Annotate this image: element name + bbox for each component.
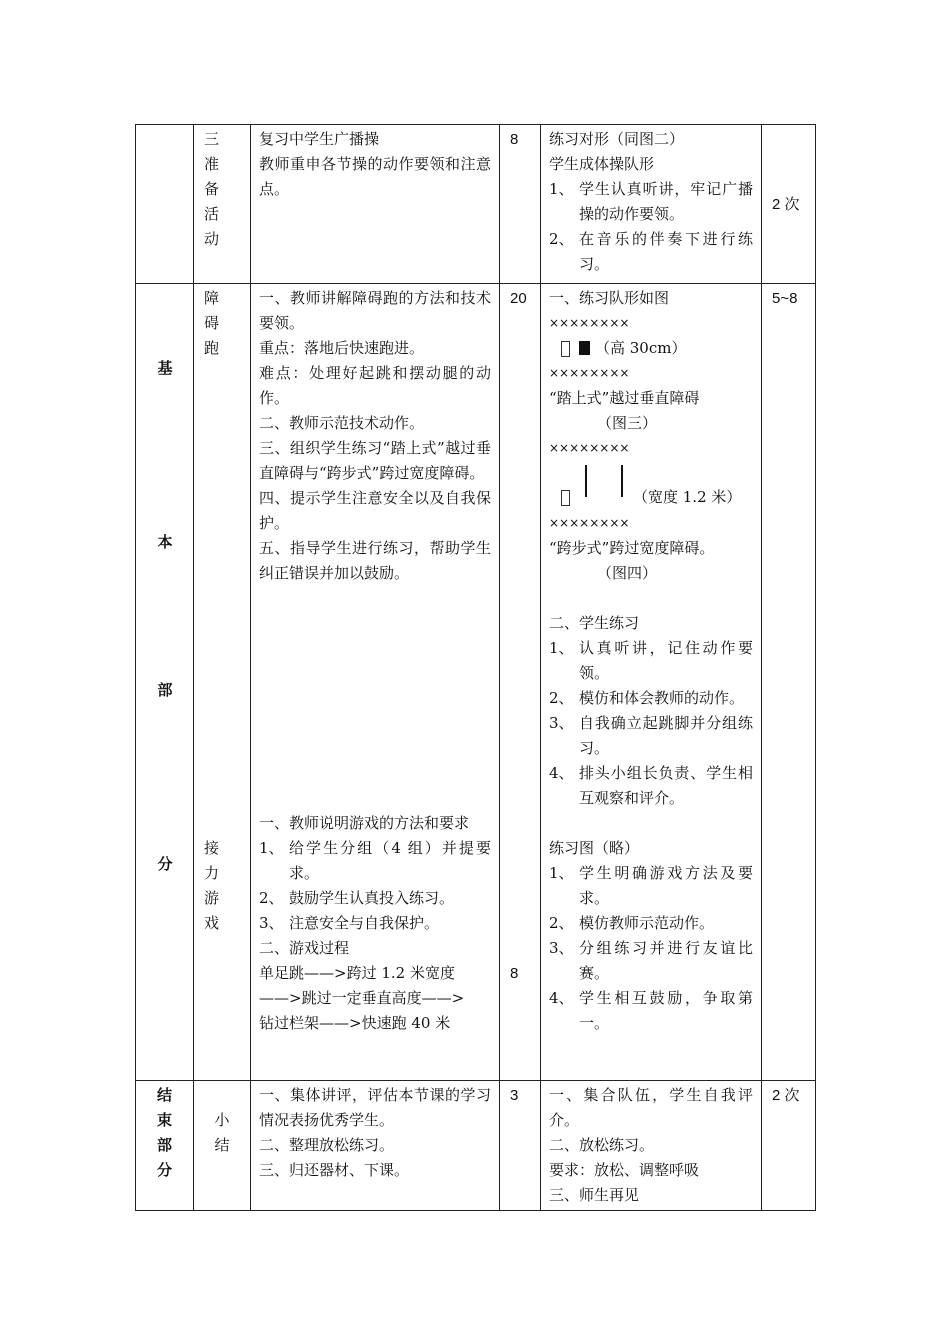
hurdle-figure-width	[549, 461, 753, 511]
section-char: 分	[156, 1161, 172, 1179]
time-text: 8	[510, 965, 519, 982]
teacher-text: 四、提示学生注意安全以及自我保护。	[259, 489, 491, 532]
time-cell-ending: 3	[500, 1081, 541, 1211]
height-note: （高 30cm）	[595, 339, 687, 357]
table-row-ending	[136, 1081, 816, 1211]
teacher-text: 单足跳——>跨过 1.2 米宽度	[259, 964, 455, 982]
teacher-cell-ending	[251, 1081, 500, 1211]
count-cell-prep	[762, 125, 816, 284]
time-cell-basic	[500, 284, 541, 1081]
student-text: 练习对形（同图二）	[549, 130, 685, 148]
activity-char: 戏	[204, 914, 220, 932]
width-bar-icon	[585, 465, 587, 497]
formation-row: ××××××××	[549, 366, 630, 380]
section-char: 分	[157, 855, 173, 873]
student-cell-prep	[541, 125, 762, 284]
student-text: 练习图（略）	[549, 839, 640, 857]
activity-char: 碍	[204, 314, 220, 332]
activity-char: 跑	[204, 339, 220, 357]
lesson-plan-table	[135, 124, 816, 1211]
activity-char: 接	[204, 839, 220, 857]
activity-cell-prep	[194, 125, 251, 284]
section-char: 结	[156, 1086, 172, 1104]
teacher-text: 一、集体讲评，评估本节课的学习情况表扬优秀学生。	[259, 1086, 491, 1129]
figure-caption: “踏上式”越过垂直障碍	[549, 389, 700, 407]
student-text: 一、练习队形如图	[549, 289, 670, 307]
student-text: 二、放松练习。	[549, 1136, 655, 1154]
activity-char: 游	[204, 889, 220, 907]
teacher-text: 二、教师示范技术动作。	[259, 414, 425, 432]
teacher-text: 五、指导学生进行练习，帮助学生纠正错误并加以鼓励。	[259, 539, 491, 582]
count-cell-basic: 5~8	[762, 284, 816, 1081]
figure-label: （图四）	[597, 564, 658, 582]
student-cell-ending	[541, 1081, 762, 1211]
formation-row: ××××××××	[549, 316, 630, 330]
student-text: 一、集合队伍，学生自我评介。	[549, 1086, 753, 1129]
list-item: 3、 注意安全与自我保护。	[259, 914, 440, 932]
figure-label: （图三）	[597, 414, 658, 432]
section-char: 部	[157, 681, 173, 699]
count-text: 2 次	[772, 195, 800, 213]
teacher-text: 重点：落地后快速跑进。	[259, 339, 425, 357]
teacher-text: 一、教师讲解障碍跑的方法和技术要领。	[259, 289, 491, 332]
list-item: 1、 认真听讲，记住动作要领。	[549, 639, 753, 682]
list-item: 2、 在音乐的伴奏下进行练习。	[549, 230, 753, 273]
teacher-text: 三、组织学生练习“踏上式”越过垂直障碍与“跨步式”跨过宽度障碍。	[259, 439, 491, 482]
section-cell-empty	[136, 125, 194, 284]
student-text: 二、学生练习	[549, 614, 640, 632]
activity-cell-basic	[194, 284, 251, 1081]
count-cell-ending: 2 次	[762, 1081, 816, 1211]
student-cell-basic	[541, 284, 762, 1081]
activity-char: 活	[204, 205, 220, 223]
hurdle-block-icon	[579, 341, 590, 355]
teacher-text: 难点：处理好起跳和摆动腿的动作。	[259, 364, 491, 407]
list-item: 2、 模仿和体会教师的动作。	[549, 689, 745, 707]
teacher-text: 三、归还器材、下课。	[259, 1161, 410, 1179]
activity-char: 备	[204, 180, 220, 198]
table-row-preparation	[136, 125, 816, 284]
list-item: 4、 学生相互鼓励，争取第一。	[549, 989, 753, 1032]
width-bar-icon	[621, 465, 623, 497]
section-cell-basic	[136, 284, 194, 1081]
student-text: 要求：放松、调整呼吸	[549, 1161, 700, 1179]
teacher-cell-basic	[251, 284, 500, 1081]
section-char: 部	[156, 1136, 172, 1154]
activity-char: 三	[204, 130, 220, 148]
list-item: 1、 学生认真听讲，牢记广播操的动作要领。	[549, 180, 753, 223]
runner-icon	[561, 341, 570, 357]
time-cell-prep: 8	[500, 125, 541, 284]
student-text: 三、师生再见	[549, 1186, 640, 1204]
list-item: 4、 排头小组长负责、学生相互观察和评介。	[549, 764, 753, 807]
list-item: 3、 分组练习并进行友谊比赛。	[549, 939, 753, 982]
list-item: 2、 模仿教师示范动作。	[549, 914, 715, 932]
section-char: 束	[156, 1111, 172, 1129]
teacher-text: 教师重申各节操的动作要领和注意点。	[259, 155, 491, 198]
teacher-text: 复习中学生广播操	[259, 130, 380, 148]
section-char: 本	[157, 533, 173, 551]
section-char: 基	[157, 359, 173, 377]
teacher-text: 钻过栏架——>快速跑 40 米	[259, 1014, 451, 1032]
formation-row: ××××××××	[549, 441, 630, 455]
figure-caption: “跨步式”跨过宽度障碍。	[549, 539, 715, 557]
formation-row: ××××××××	[549, 516, 630, 530]
list-item: 3、 自我确立起跳脚并分组练习。	[549, 714, 753, 757]
activity-char: 准	[204, 155, 220, 173]
width-note: （宽度 1.2 米）	[633, 488, 742, 506]
list-item: 1、 学生明确游戏方法及要求。	[549, 864, 753, 907]
activity-char: 力	[204, 864, 220, 882]
list-item: 1、 给学生分组（4 组）并提要求。	[259, 839, 491, 882]
activity-char: 小	[214, 1111, 230, 1129]
activity-char: 障	[204, 289, 220, 307]
teacher-text: 二、整理放松练习。	[259, 1136, 395, 1154]
hurdle-figure-height	[549, 336, 753, 361]
activity-char: 动	[204, 230, 220, 248]
teacher-text: ——>跳过一定垂直高度——>	[259, 989, 465, 1007]
teacher-text: 二、游戏过程	[259, 939, 350, 957]
time-text: 20	[510, 290, 527, 307]
teacher-cell-prep	[251, 125, 500, 284]
teacher-text: 一、教师说明游戏的方法和要求	[259, 814, 470, 832]
section-cell-ending	[136, 1081, 194, 1211]
activity-char: 结	[214, 1136, 230, 1154]
activity-cell-ending	[194, 1081, 251, 1211]
student-text: 学生成体操队形	[549, 155, 655, 173]
list-item: 2、 鼓励学生认真投入练习。	[259, 889, 455, 907]
table-row-basic	[136, 284, 816, 1081]
runner-icon	[561, 490, 570, 506]
